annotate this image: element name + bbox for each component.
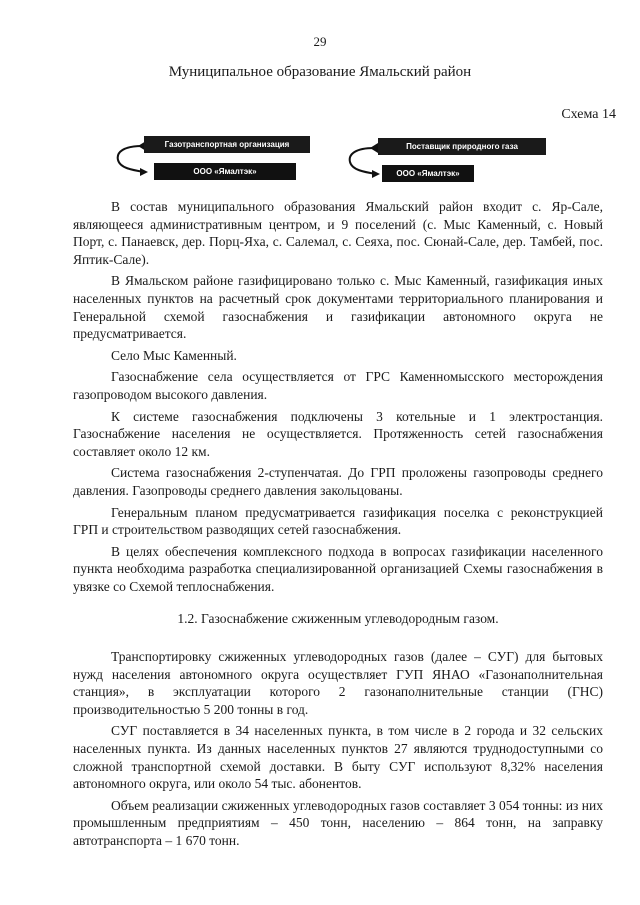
left-top-box: Газотранспортная организация	[144, 136, 310, 153]
paragraph: В Ямальском районе газифицировано только с. Мыс Каменный, газификация иных населенных пунктов на расчетный срок документами территориального планирования и Генеральной схемой газоснабжения и газификации автономного округа не предусматривается.	[73, 273, 603, 342]
paragraph: СУГ поставляется в 34 населенных пункта, в том числе в 2 города и 32 сельских населенных пункта. Из данных населенных пунктов 27 являются труднодоступными со сложной транспортной схемой доставки. В быту СУГ используют 8,32% населения автономного округа, или около 54 тыс. абонентов.	[73, 723, 603, 792]
right-top-box: Поставщик природного газа	[378, 138, 546, 155]
gas-supply-diagram	[0, 130, 640, 190]
paragraph: В целях обеспечения комплексного подхода в вопросах газификации населенного пункта необходима разработка специализированной организацией Схемы газоснабжения в увязке со Схемой теплоснабжения.	[73, 543, 603, 594]
left-bottom-box: ООО «Ямалтэк»	[154, 163, 296, 180]
section-title: 1.2. Газоснабжение сжиженным углеводородным газом.	[177, 611, 499, 627]
paragraph: Село Мыс Каменный.	[111, 347, 237, 363]
paragraph: Транспортировку сжиженных углеводородных газов (далее – СУГ) для бытовых нужд населения автономного округа осуществляет ГУП ЯНАО «Газонаполнительная станция», в эксплуатации которого 2 газонаполнительные станции (ГНС) производительностью 5 200 тонны в год.	[73, 649, 603, 717]
paragraph: Газоснабжение села осуществляется от ГРС Каменномысского месторождения газопроводом высокого давления.	[73, 369, 603, 402]
paragraph: Объем реализации сжиженных углеводородных газов составляет 3 054 тонны: из них промышленным предприятиям – 450 тонн, населению – 864 тонн, на заправку автотранспорта – 1 670 тонн.	[73, 797, 603, 848]
paragraph: К системе газоснабжения подключены 3 котельные и 1 электростанция. Газоснабжение населения не осуществляется. Протяженность сетей газоснабжения составляет около 12 км.	[73, 408, 603, 459]
scheme-label: Схема 14	[561, 107, 616, 122]
curved-arrow-right-icon	[342, 140, 382, 180]
document-body	[73, 198, 603, 854]
paragraph: В состав муниципального образования Ямальский район входит с. Яр-Сале, являющееся административным центром, и 9 поселений (с. Мыс Каменный, с. Новый Порт, с. Панаевск, дер. Порц-Яха, с. Салемал, с. Сеяха, пос. Сюнай-Сале, дер. Тамбей, пос. Яптик-Сале).	[73, 199, 603, 267]
page-number: 29	[313, 34, 327, 49]
right-bottom-box: ООО «Ямалтэк»	[382, 165, 474, 182]
paragraph: Генеральным планом предусматривается газификация поселка с реконструкцией ГРП и строительством разводящих сетей газоснабжения.	[73, 504, 603, 538]
paragraph: Система газоснабжения 2-ступенчатая. До ГРП проложены газопроводы среднего давления. Газопроводы среднего давления закольцованы.	[73, 465, 603, 498]
page-header: Муниципальное образование Ямальский район	[168, 64, 472, 80]
